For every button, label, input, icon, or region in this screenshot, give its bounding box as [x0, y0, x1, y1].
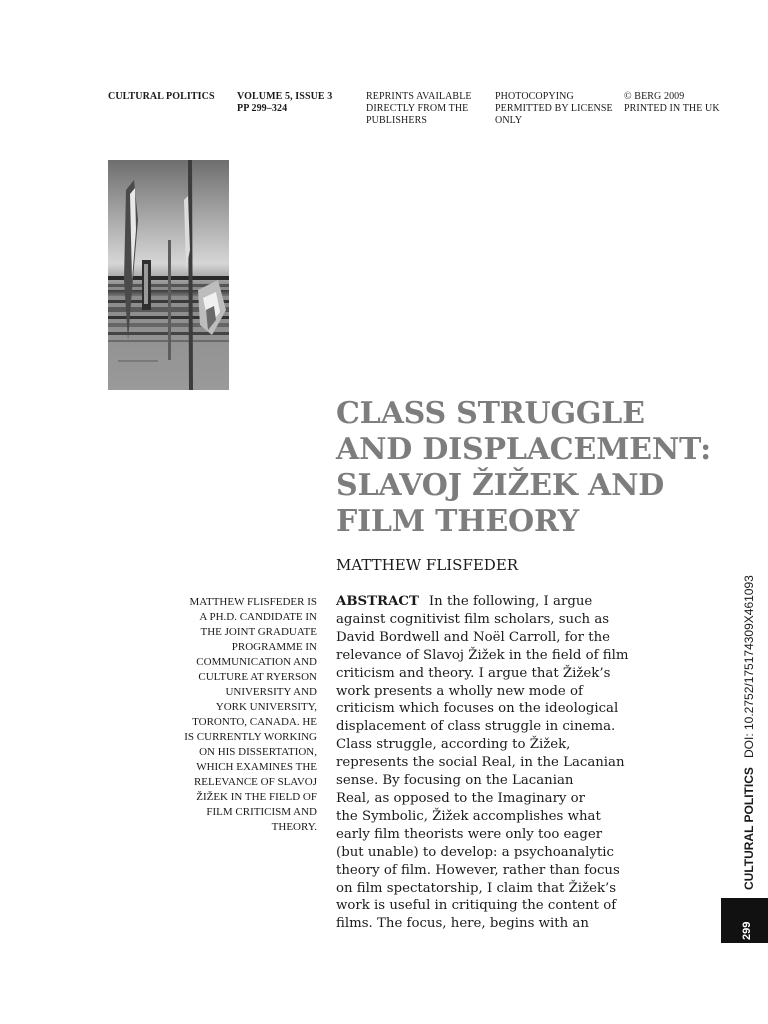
abstract-line: early film theorists were only too eager: [336, 826, 603, 842]
article-title: CLASS STRUGGLE AND DISPLACEMENT: SLAVOJ ŽIŽEK AND FILM THEORY: [336, 396, 711, 539]
abstract-line: on film spectatorship, I claim that Žižek’s: [336, 880, 617, 896]
abstract-label: ABSTRACT: [336, 594, 419, 609]
abstract-line: against cognitivist film scholars, such as: [336, 611, 610, 627]
abstract-line: Real, as opposed to the Imaginary or: [336, 790, 586, 806]
header-copyright: © BERG 2009 PRINTED IN THE UK: [624, 91, 720, 114]
side-journal-name: CULTURAL POLITICS: [742, 767, 756, 890]
abstract-line: relevance of Slavoj Žižek in the field of film: [336, 647, 629, 663]
abstract-line: criticism and theory. I argue that Žižek’s: [336, 665, 611, 681]
side-doi: DOI: 10.2752/175174309X461093: [742, 575, 756, 758]
abstract-line: work is useful in critiquing the content of: [336, 898, 617, 914]
abstract-line: Class struggle, according to Žižek,: [336, 737, 571, 753]
abstract-line: criticism which focuses on the ideological: [336, 701, 619, 717]
author-bio: MATTHEW FLISFEDER IS A PH.D. CANDIDATE IN THE JOINT GRADUATE PROGRAMME IN COMMUNICATION AND CULTURE AT RYERSON UNIVERSITY AND YORK UNIVERSITY, TORONTO, CANADA. HE IS CURRENTLY WORKING ON HIS DISSERTATION, WHICH EXAMINES THE RELEVANCE OF SLAVOJ ŽIŽEK IN THE FIELD OF FILM CRITICISM AND THEORY.: [184, 596, 317, 833]
abstract-line: work presents a wholly new mode of: [336, 683, 583, 699]
article-author: MATTHEW FLISFEDER: [336, 556, 519, 574]
cover-illustration: [108, 160, 229, 390]
page-number: 299: [741, 921, 753, 940]
abstract-line: David Bordwell and Noël Carroll, for the: [336, 629, 611, 645]
abstract-line: theory of film. However, rather than focus: [336, 862, 620, 878]
abstract-line: sense. By focusing on the Lacanian: [336, 773, 574, 789]
header-volume: VOLUME 5, ISSUE 3 PP 299–324: [237, 91, 333, 114]
abstract-line: films. The focus, here, begins with an: [336, 916, 589, 932]
header-journal: CULTURAL POLITICS: [108, 91, 215, 102]
header-photocopying: PHOTOCOPYING PERMITTED BY LICENSE ONLY: [495, 91, 613, 126]
abstract-line: the Symbolic, Žižek accomplishes what: [336, 808, 601, 824]
abstract-first-line: ABSTRACT In the following, I argue: [336, 594, 593, 609]
header-reprints: REPRINTS AVAILABLE DIRECTLY FROM THE PUBLISHERS: [366, 91, 472, 126]
abstract-line: displacement of class struggle in cinema.: [336, 719, 616, 735]
abstract-line: represents the social Real, in the Lacanian: [336, 755, 625, 771]
abstract: [336, 593, 666, 933]
abstract-line: (but unable) to develop: a psychoanalytic: [336, 844, 614, 860]
